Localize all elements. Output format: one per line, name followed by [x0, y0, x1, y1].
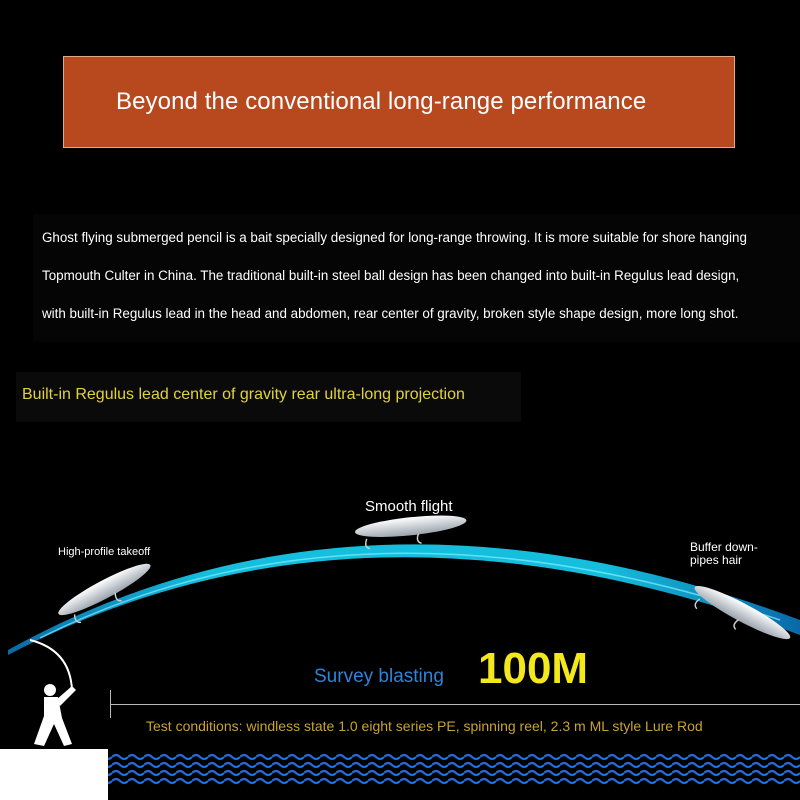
description-line: Topmouth Culter in China. The traditional built-in steel ball design has been changed into built-in Regulus lead design,: [42, 268, 740, 283]
smooth-flight-lure-icon: [354, 511, 468, 550]
description-line: Ghost flying submerged pencil is a bait specially designed for long-range throwing. It is more suitable for shore hanging: [42, 230, 747, 245]
corner-block: [0, 749, 108, 800]
buffer-label: [690, 541, 758, 567]
subheading: Built-in Regulus lead center of gravity rear ultra-long projection: [22, 386, 465, 403]
distance-line: [110, 704, 800, 705]
buffer-label-line: Buffer down-: [690, 540, 758, 554]
takeoff-label: High-profile takeoff: [58, 546, 151, 558]
angler-icon: [34, 684, 76, 746]
description-line: with built-in Regulus lead in the head and abdomen, rear center of gravity, broken style shape design, more long shot.: [42, 306, 739, 321]
distance-line-tick: [110, 690, 111, 718]
flight-arc-highlight: [40, 553, 780, 638]
fishing-rod: [30, 640, 72, 690]
flight-arc: [8, 544, 800, 655]
banner-title: Beyond the conventional long-range performance: [116, 88, 647, 115]
buffer-label-line: pipes hair: [690, 553, 743, 567]
distance-value: 100M: [478, 644, 589, 693]
survey-label: Survey blasting: [314, 666, 444, 687]
water-waves: [108, 752, 800, 786]
smooth-flight-label: Smooth flight: [365, 498, 453, 515]
test-conditions: Test conditions: windless state 1.0 eight series PE, spinning reel, 2.3 m ML style Lure Rod: [146, 718, 703, 734]
